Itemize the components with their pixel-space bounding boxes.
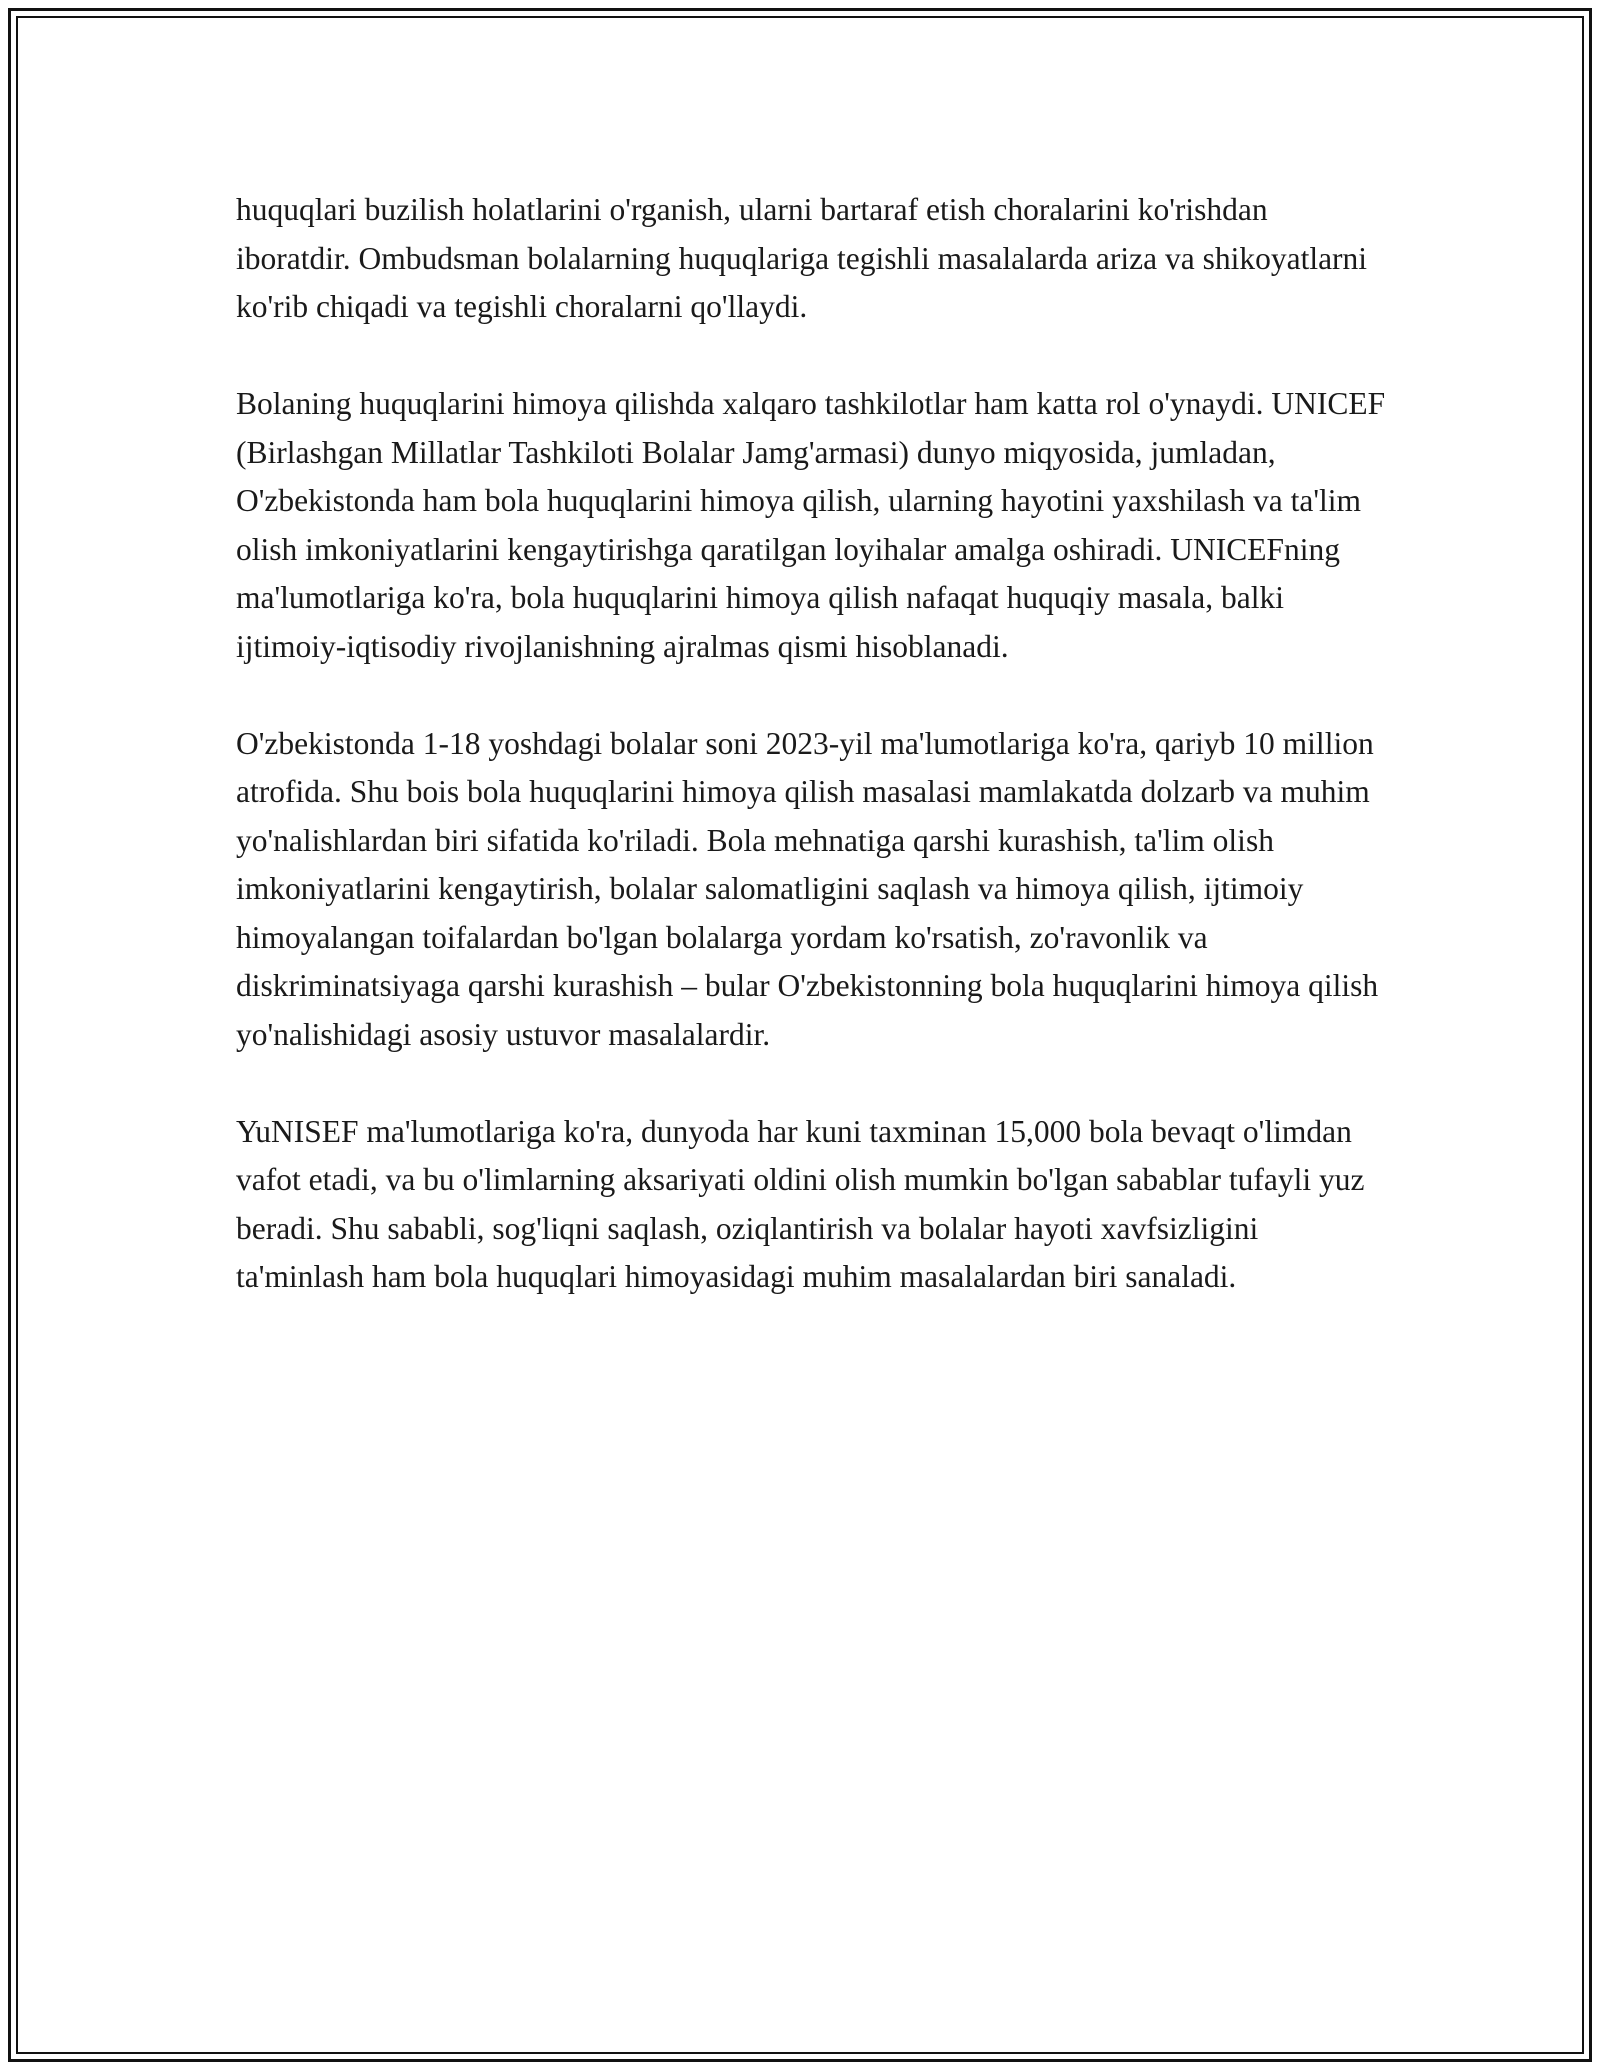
paragraph-yunisef-statistics: YuNISEF ma'lumotlariga ko'ra, dunyoda har kuni taxminan 15,000 bola bevaqt o'limdan vafot etadi, va bu o'limlarning aksariyati oldini olish mumkin bo'lgan sabablar tufayli yuz beradi. Shu sababli, sog'liqni saqlash, oziqlantirish va bolalar hayoti xavfsizligini ta'minlash ham bola huquqlari himoyasidagi muhim masalalardan biri sanaladi. xyxy=(236,1113,1365,1294)
paragraph-unicef: Bolaning huquqlarini himoya qilishda xalqaro tashkilotlar ham katta rol o'ynaydi. UNICEF (Birlashgan Millatlar Tashkiloti Bolalar Jamg'armasi) dunyo miqyosida, jumladan, O'zbekistonda ham bola huquqlarini himoya qilish, ularning hayotini yaxshilash va ta'lim olish imkoniyatlarini kengaytirishga qaratilgan loyihalar amalga oshiradi. UNICEFning ma'lumotlariga ko'ra, bola huquqlarini himoya qilish nafaqat huquqiy masala, balki ijtimoiy-iqtisodiy rivojlanishning ajralmas qismi hisoblanadi. xyxy=(236,386,1386,664)
paragraph-ombudsman: huquqlari buzilish holatlarini o'rganish, ularni bartaraf etish choralarini ko'rishdan iboratdir. Ombudsman bolalarning huquqlariga tegishli masalalarda ariza va shikoyatlarni ko'rib chiqadi va tegishli choralarni qo'llaydi. xyxy=(236,192,1368,324)
paragraph-uzbekistan-children: O'zbekistonda 1-18 yoshdagi bolalar soni 2023-yil ma'lumotlariga ko'ra, qariyb 10 million atrofida. Shu bois bola huquqlarini himoya qilish masalasi mamlakatda dolzarb va muhim yo'nalishlardan biri sifatida ko'riladi. Bola mehnatiga qarshi kurashish, ta'lim olish imkoniyatlarini kengaytirish, bolalar salomatligini saqlash va himoya qilish, ijtimoiy himoyalangan toifalardan bo'lgan bolalarga yordam ko'rsatish, zo'ravonlik va diskriminatsiyaga qarshi kurashish – bular O'zbekistonning bola huquqlarini himoya qilish yo'nalishidagi asosiy ustuvor masalalardir. xyxy=(236,725,1379,1052)
document-body xyxy=(236,186,1386,1350)
